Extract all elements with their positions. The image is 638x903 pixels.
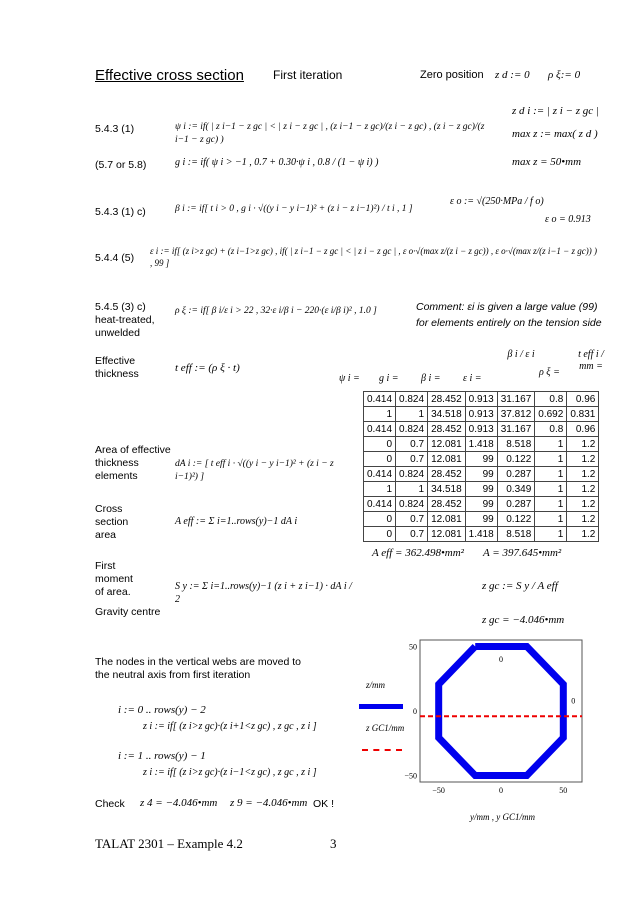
table-cell: 0.96 — [567, 422, 599, 437]
row8-label-1: Cross — [95, 503, 123, 515]
table-cell: 31.167 — [497, 422, 535, 437]
table-cell: 1 — [535, 497, 567, 512]
table-row — [364, 392, 599, 407]
table-cell: 8.518 — [497, 527, 535, 542]
teff-equation: t eff := (ρ ξ · t) — [175, 362, 240, 374]
table-cell: 0.824 — [396, 497, 428, 512]
row8-label-3: area — [95, 529, 117, 541]
header-eps: ε i = — [463, 373, 482, 384]
table-cell: 0.414 — [364, 422, 396, 437]
table-cell: 0.7 — [396, 527, 428, 542]
comment-line-1: Comment: εi is given a large value (99) — [416, 301, 598, 313]
check-z4: z 4 = −4.046•mm — [140, 797, 218, 809]
table-cell: 0.8 — [535, 392, 567, 407]
row9-label-2: moment — [95, 573, 133, 585]
g-equation: g i := if( ψ i > −1 , 0.7 + 0.30·ψ i , 0.8 / (1 − ψ i) ) — [175, 157, 379, 168]
row7-label-1: Area of effective — [95, 444, 171, 456]
header-g: g i = — [379, 373, 399, 384]
header-rho: ρ ξ = — [539, 367, 560, 378]
table-cell: 0.96 — [567, 392, 599, 407]
maxz-result: max z = 50•mm — [512, 156, 582, 168]
table-cell: 0.414 — [364, 497, 396, 512]
table-cell: 37.812 — [497, 407, 535, 422]
table-cell: 1 — [535, 437, 567, 452]
legend-zgc-label: z GC1/mm — [366, 723, 405, 733]
table-cell: 99 — [465, 467, 497, 482]
table-row — [364, 422, 599, 437]
table-cell: 0.287 — [497, 467, 535, 482]
table-cell: 99 — [465, 512, 497, 527]
x-tick-label: −50 — [432, 786, 445, 795]
eps0-equation: ε o := √(250·MPa / f o) — [450, 196, 544, 207]
table-cell: 0.122 — [497, 512, 535, 527]
table-cell: 1 — [396, 407, 428, 422]
eps0-result: ε o = 0.913 — [545, 214, 591, 225]
table-cell: 1 — [364, 482, 396, 497]
row9-label-3: of area. — [95, 586, 131, 598]
range-1: i := 0 .. rows(y) − 2 — [118, 704, 206, 716]
series-section-outline — [439, 646, 564, 775]
table-cell: 1.2 — [567, 482, 599, 497]
y-tick-label: −50 — [404, 771, 417, 781]
table-cell: 0.349 — [497, 482, 535, 497]
table-row — [364, 527, 599, 542]
table-cell: 12.081 — [428, 437, 466, 452]
table-cell: 0.824 — [396, 392, 428, 407]
range-2: i := 1 .. rows(y) − 1 — [118, 750, 206, 762]
results-table — [363, 391, 599, 542]
table-cell: 0 — [364, 452, 396, 467]
table-cell: 0.913 — [465, 407, 497, 422]
table-cell: 0.414 — [364, 392, 396, 407]
table-cell: 12.081 — [428, 527, 466, 542]
table-cell: 0.122 — [497, 452, 535, 467]
table-cell: 0.913 — [465, 392, 497, 407]
table-cell: 28.452 — [428, 497, 466, 512]
x-tick-label: 50 — [559, 786, 568, 795]
legend-zgc-swatch — [362, 749, 402, 751]
table-header — [339, 343, 605, 389]
zgc-equation: z gc := S y / A eff — [482, 580, 558, 592]
beta-equation: β i := if[ t i > 0 , g i · √((y i − y i−1)² + (z i − z i−1)²) / t i , 1 ] — [175, 204, 413, 214]
page-title: Effective cross section — [95, 67, 244, 84]
cross-section-chart — [404, 638, 595, 798]
row8-label-2: section — [95, 516, 129, 528]
table-row — [364, 482, 599, 497]
check-ok: OK ! — [313, 798, 335, 810]
zd-equation: z d i := | z i − z gc | — [512, 105, 599, 117]
table-cell: 0 — [364, 512, 396, 527]
zero-position-label: Zero position — [420, 69, 484, 81]
zgc-result: z gc = −4.046•mm — [482, 614, 565, 626]
page-subtitle: First iteration — [273, 68, 343, 82]
table-cell: 99 — [465, 452, 497, 467]
table-cell: 0 — [364, 437, 396, 452]
table-cell: 1.2 — [567, 497, 599, 512]
row2-label: (5.7 or 5.8) — [95, 159, 147, 171]
row4-label: 5.4.4 (5) — [95, 252, 135, 264]
table-cell: 1.2 — [567, 467, 599, 482]
dA-equation: dA i := [ t eff i · √((y i − y i−1)² + (z i − z i−1)²) ] — [175, 459, 334, 482]
row10-label: Gravity centre — [95, 606, 161, 618]
row5-label-2: heat-treated, — [95, 314, 155, 326]
y-tick-label: 0 — [413, 707, 417, 716]
table-cell: 31.167 — [497, 392, 535, 407]
table-cell: 28.452 — [428, 422, 466, 437]
comment-line-2: for elements entirely on the tension side — [416, 317, 602, 329]
table-cell: 0.8 — [535, 422, 567, 437]
header-psi: ψ i = — [339, 373, 360, 384]
sy-equation: S y := Σ i=1..rows(y)−1 (z i + z i−1) · dA i / 2 — [175, 581, 352, 605]
psi-equation: ψ i := if( | z i−1 − z gc | < | z i − z gc | , (z i−1 − z gc)/(z i − z gc) , (z i − z gc)/(z i−1 − z gc) ) — [175, 122, 485, 145]
table-cell: 1 — [535, 482, 567, 497]
y-tick-label: 50 — [409, 642, 417, 652]
row5-label-3: unwelded — [95, 327, 140, 339]
maxz-equation: max z := max( z d ) — [512, 128, 598, 140]
nodes-line-1: The nodes in the vertical webs are moved to — [95, 656, 302, 668]
table-cell: 0.287 — [497, 497, 535, 512]
table-row — [364, 452, 599, 467]
table-row — [364, 512, 599, 527]
row6-label-1: Effective — [95, 355, 136, 367]
assign-1: z i := if[ (z i>z gc)·(z i+1<z gc) , z gc , z i ] — [143, 721, 317, 732]
table-cell: 0.7 — [396, 452, 428, 467]
table-cell: 28.452 — [428, 467, 466, 482]
row7-label-3: elements — [95, 470, 138, 482]
row3-label: 5.4.3 (1) c) — [95, 206, 146, 218]
table-cell: 1 — [396, 482, 428, 497]
x-tick-label: 0 — [499, 786, 503, 795]
chart-inner-label: 0 — [499, 654, 503, 664]
row5-label-1: 5.4.5 (3) c) — [95, 301, 146, 313]
table-cell: 1 — [535, 467, 567, 482]
aeff-result: A eff = 362.498•mm² — [372, 547, 464, 559]
table-cell: 99 — [465, 482, 497, 497]
table-cell: 1 — [535, 512, 567, 527]
footer-title: TALAT 2301 – Example 4.2 — [95, 836, 243, 851]
legend-z-label: z/mm — [366, 680, 386, 690]
row9-label-1: First — [95, 560, 116, 572]
header-beta: β i = — [421, 373, 441, 384]
table-cell: 1.2 — [567, 437, 599, 452]
table-cell: 1.418 — [465, 437, 497, 452]
table-cell: 12.081 — [428, 452, 466, 467]
table-cell: 0.414 — [364, 467, 396, 482]
nodes-line-2: the neutral axis from first iteration — [95, 669, 251, 681]
chart-xlabel: y/mm , y GC1/mm — [470, 812, 535, 822]
table-cell: 1 — [535, 452, 567, 467]
area-result: A = 397.645•mm² — [483, 547, 562, 559]
table-row — [364, 437, 599, 452]
check-z9: z 9 = −4.046•mm — [230, 797, 308, 809]
rho-definition: ρ ξ:= 0 — [548, 69, 581, 81]
rho-equation: ρ ξ := if[ β i/ε i > 22 , 32·ε i/β i − 220·(ε i/β i)² , 1.0 ] — [175, 306, 377, 316]
table-cell: 0.7 — [396, 512, 428, 527]
table-cell: 12.081 — [428, 512, 466, 527]
table-cell: 1.2 — [567, 512, 599, 527]
zd-definition: z d := 0 — [495, 69, 530, 81]
table-cell: 28.452 — [428, 392, 466, 407]
table-cell: 0.692 — [535, 407, 567, 422]
page-number: 3 — [330, 836, 337, 851]
header-beta-over-eps: β i / ε i — [507, 349, 535, 360]
chart-inner-label: 0 — [571, 696, 576, 706]
table-cell: 34.518 — [428, 407, 466, 422]
table-row — [364, 497, 599, 512]
assign-2: z i := if[ (z i>z gc)·(z i−1<z gc) , z gc , z i ] — [143, 767, 317, 778]
table-cell: 99 — [465, 497, 497, 512]
table-cell: 1.418 — [465, 527, 497, 542]
table-cell: 1.2 — [567, 452, 599, 467]
table-cell: 34.518 — [428, 482, 466, 497]
table-cell: 0.824 — [396, 467, 428, 482]
table-row — [364, 407, 599, 422]
table-cell: 0 — [364, 527, 396, 542]
table-cell: 8.518 — [497, 437, 535, 452]
table-cell: 0.831 — [567, 407, 599, 422]
header-teff: t eff i / mm = — [578, 349, 604, 372]
row6-label-2: thickness — [95, 368, 139, 380]
table-cell: 1 — [535, 527, 567, 542]
aeff-equation: A eff := Σ i=1..rows(y)−1 dA i — [175, 516, 298, 527]
table-cell: 1 — [364, 407, 396, 422]
legend-z-swatch — [359, 704, 403, 709]
table-cell: 0.824 — [396, 422, 428, 437]
row1-label: 5.4.3 (1) — [95, 123, 135, 135]
table-cell: 0.7 — [396, 437, 428, 452]
table-cell: 0.913 — [465, 422, 497, 437]
check-label: Check — [95, 798, 125, 810]
table-cell: 1.2 — [567, 527, 599, 542]
table-row — [364, 467, 599, 482]
row7-label-2: thickness — [95, 457, 139, 469]
epsilon-equation: ε i := if[ (z i>z gc) + (z i−1>z gc) , if( | z i−1 − z gc | < | z i − z gc | , ε o·√(max z/(z i − z gc)) , ε o·√(max z/(z i−1 − z gc)) ) , 99 ] — [150, 246, 597, 268]
